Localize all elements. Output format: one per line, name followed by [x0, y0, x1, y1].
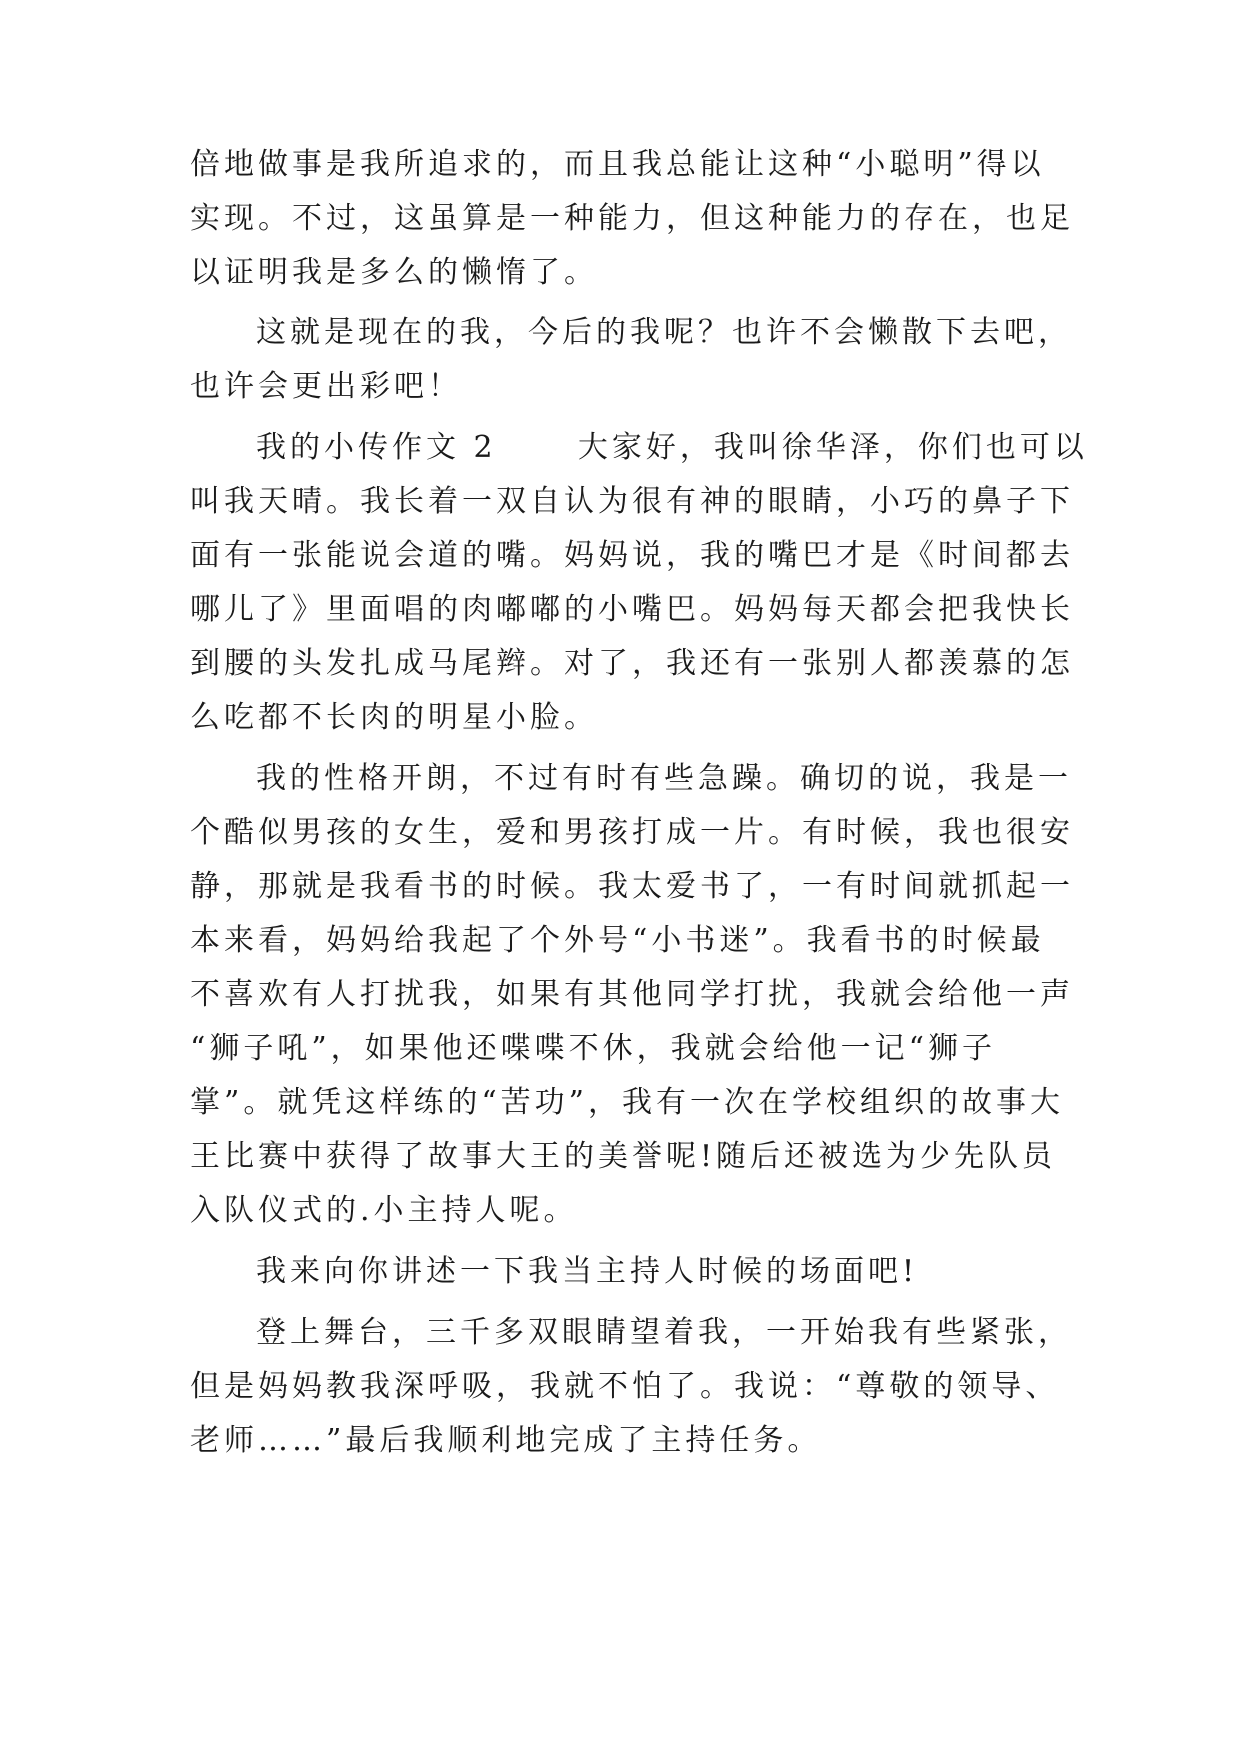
document-page: [190, 0, 1088, 1754]
text-line: 也许会更出彩吧！: [190, 369, 462, 404]
text-line: 叫我天晴。我长着一双自认为很有神的眼睛，小巧的鼻子下: [190, 484, 1074, 519]
paragraph-line: 我的性格开朗，不过有时有些急躁。确切的说，我是一: [256, 761, 1072, 796]
text-line: 以证明我是多么的懒惰了。: [190, 255, 598, 290]
text-line: 哪儿了》里面唱的肉嘟嘟的小嘴巴。妈妈每天都会把我快长: [190, 592, 1074, 627]
text-line: 面有一张能说会道的嘴。妈妈说，我的嘴巴才是《时间都去: [190, 538, 1074, 573]
text-line: 王比赛中获得了故事大王的美誉呢!随后还被选为少先队员: [190, 1139, 1057, 1174]
text-line: 到腰的头发扎成马尾辫。对了，我还有一张别人都羡慕的怎: [190, 646, 1074, 681]
text-line: 实现。不过，这虽算是一种能力，但这种能力的存在，也足: [190, 201, 1074, 236]
text-line: 么吃都不长肉的明星小脸。: [190, 700, 598, 735]
paragraph-line: 我来向你讲述一下我当主持人时候的场面吧!: [256, 1254, 919, 1289]
text-line: 倍地做事是我所追求的，而且我总能让这种“小聪明”得以: [190, 147, 1045, 182]
text-line: 不喜欢有人打扰我，如果有其他同学打扰，我就会给他一声: [190, 977, 1074, 1012]
text-line: 个酷似男孩的女生，爱和男孩打成一片。有时候，我也很安: [190, 815, 1074, 850]
text-line: 本来看，妈妈给我起了个外号“小书迷”。我看书的时候最: [190, 923, 1045, 958]
paragraph-line: 这就是现在的我，今后的我呢？也许不会懒散下去吧，: [256, 315, 1072, 350]
text-line: 入队仪式的.小主持人呢。: [190, 1193, 578, 1228]
text-line: “狮子吼”，如果他还喋喋不休，我就会给他一记“狮子: [190, 1031, 997, 1066]
text-line: 静，那就是我看书的时候。我太爱书了，一有时间就抓起一: [190, 869, 1074, 904]
text-line: 老师……”最后我顺利地完成了主持任务。: [190, 1423, 822, 1458]
paragraph-line: 我的小传作文 2 大家好，我叫徐华泽，你们也可以: [256, 430, 1088, 465]
text-line: 掌”。就凭这样练的“苦功”，我有一次在学校组织的故事大: [190, 1085, 1065, 1120]
text-line: 但是妈妈教我深呼吸，我就不怕了。我说：“尊敬的领导、: [190, 1369, 1060, 1404]
paragraph-line: 登上舞台，三千多双眼睛望着我，一开始我有些紧张，: [256, 1315, 1072, 1350]
